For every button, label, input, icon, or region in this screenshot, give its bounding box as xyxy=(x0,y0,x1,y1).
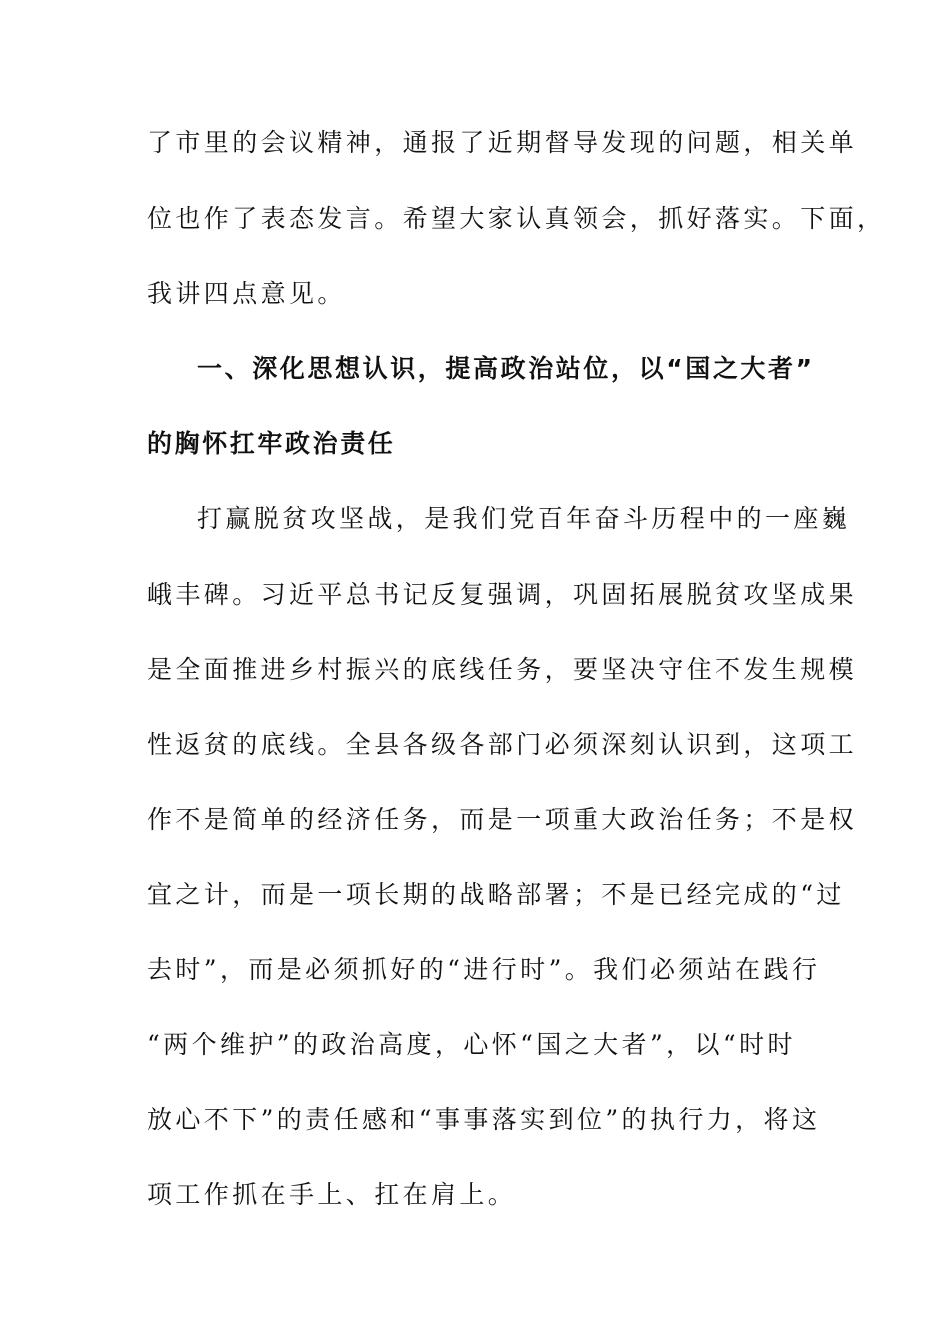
body-line-5: 作不是简单的经济任务，而是一项重大政治任务；不是权 xyxy=(147,805,858,834)
intro-line-2: 位也作了表态发言。希望大家认真领会，抓好落实。下面， xyxy=(147,204,886,233)
body-line-1: 打赢脱贫攻坚战，是我们党百年奋斗历程中的一座巍 xyxy=(197,504,851,533)
intro-line-1: 了市里的会议精神，通报了近期督导发现的问题，相关单 xyxy=(147,128,858,157)
body-line-7: 去时”，而是必须抓好的“进行时”。我们必须站在践行 xyxy=(147,955,821,984)
section-heading-line-2: 的胸怀扛牢政治责任 xyxy=(147,429,396,458)
body-line-6: 宜之计，而是一项长期的战略部署；不是已经完成的“过 xyxy=(147,880,845,909)
intro-line-3: 我讲四点意见。 xyxy=(147,279,346,308)
section-heading-line-1: 一、深化思想认识，提高政治站位，以“国之大者” xyxy=(197,354,815,383)
body-line-10: 项工作抓在手上、扛在肩上。 xyxy=(147,1180,517,1209)
body-line-3: 是全面推进乡村振兴的底线任务，要坚决守住不发生规模 xyxy=(147,655,858,684)
body-line-2: 峨丰碑。习近平总书记反复强调，巩固拓展脱贫攻坚成果 xyxy=(147,580,858,609)
body-line-9: 放心不下”的责任感和“事事落实到位”的执行力，将这 xyxy=(147,1105,821,1134)
body-line-8: “两个维护”的政治高度，心怀“国之大者”，以“时时 xyxy=(147,1030,796,1059)
body-line-4: 性返贫的底线。全县各级各部门必须深刻认识到，这项工 xyxy=(147,730,858,759)
